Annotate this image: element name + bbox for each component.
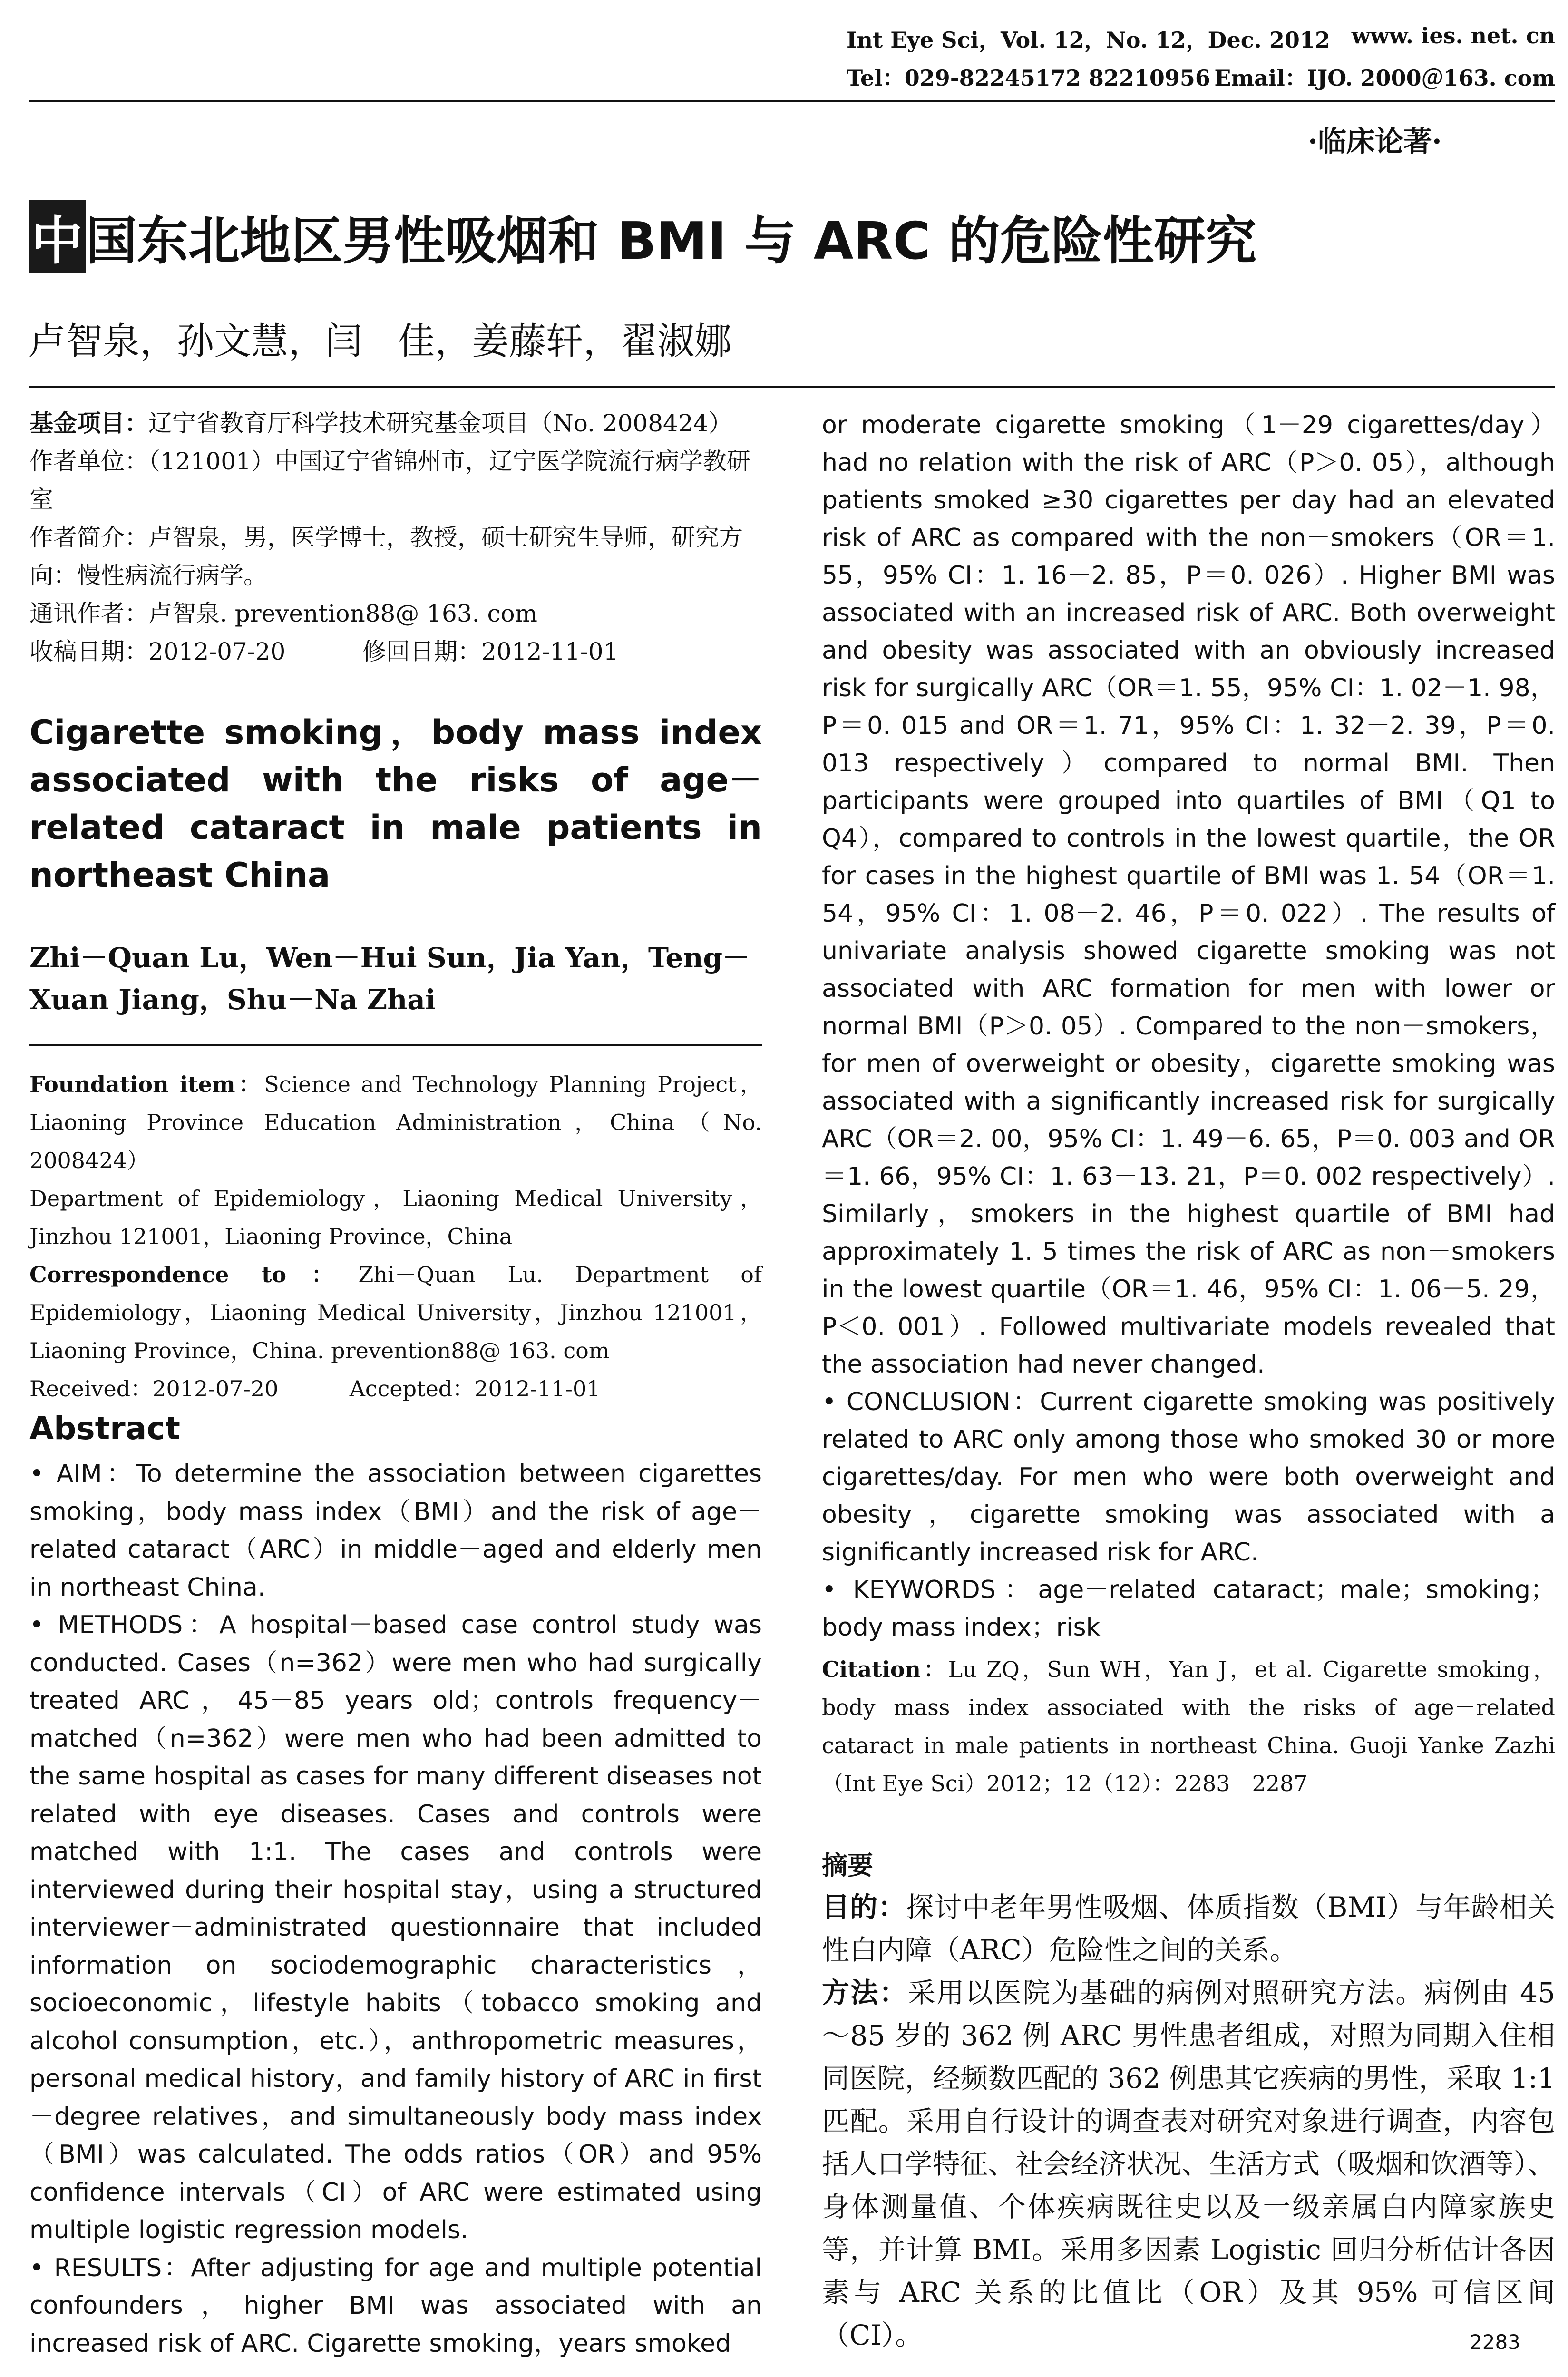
dates-cn <box>29 633 762 671</box>
journal-citation-line: Int Eye Sci，Vol. 12，No. 12，Dec. 2012 <box>847 27 1330 53</box>
bio-cn-text: 卢智泉，男，医学博士，教授，硕士研究生导师，研究方向：慢性病流行病学。 <box>29 524 743 589</box>
received-cn-date: 2012-07-20 <box>148 638 286 665</box>
foundation-cn-text: 辽宁省教育厅科学技术研究基金项目（No. 2008424） <box>148 409 732 437</box>
received-cn-label: 收稿日期： <box>29 638 148 665</box>
abstract-results-continued: or moderate cigarette smoking（1－29 cigarettes/day）had no relation with the risk of ARC（P＞0. 05），although patients smoked ≥30 cigarettes per day had an elevated risk of ARC as compared with the non－smokers（OR＝1. 55，95% CI：1. 16－2. 85，P＝0. 026）. Higher BMI was associated with an increased risk of ARC. Both overweight and obesity was associated with an obviously increased risk for surgically ARC（OR＝1. 55，95% CI：1. 02－1. 98，P＝0. 015 and OR＝1. 71，95% CI：1. 32－2. 39，P＝0. 013 respectively）compared to normal BMI. Then participants were grouped into quartiles of BMI（Q1 to Q4），compared to controls in the lowest quartile，the OR for cases in the highest quartile of BMI was 1. 54（OR＝1. 54，95% CI：1. 08－2. 46，P＝0. 022）. The results of univariate analysis showed cigarette smoking was not associated with ARC formation for men with lower or normal BMI（P＞0. 05）. Compared to the non－smokers，for men of overweight or obesity，cigarette smoking was associated with a significantly increased risk for surgically ARC（OR＝2. 00，95% CI：1. 49－6. 65，P＝0. 003 and OR＝1. 66，95% CI：1. 63－13. 21，P＝0. 002 respectively）. Similarly，smokers in the highest quartile of BMI had approximately 1. 5 times the risk of ARC as non－smokers in the lowest quartile（OR＝1. 46，95% CI：1. 06－5. 29，P＜0. 001）. Followed multivariate models revealed that the association had never changed. <box>822 411 1555 1379</box>
page-title <box>29 200 1256 273</box>
journal-email[interactable]: Email：IJO. 2000＠163. com <box>1214 65 1555 91</box>
article-info-cn <box>29 404 762 671</box>
header-rule <box>29 100 1555 102</box>
affiliation-cn <box>29 442 762 518</box>
conclusion-label: • CONCLUSION： <box>822 1388 1040 1416</box>
section-tag: ·临床论著· <box>1308 125 1442 158</box>
revised-cn-label: 修回日期： <box>362 638 482 665</box>
abstract-heading: Abstract <box>29 1410 180 1447</box>
abstract-aim <box>29 1455 762 1607</box>
affiliation-cn-text: （121001）中国辽宁省锦州市，辽宁医学院流行病学教研室 <box>29 448 750 513</box>
zhaiyao-purpose <box>822 1886 1555 1971</box>
method-label: 方法： <box>822 1977 908 2009</box>
authors-en: Zhi－Quan Lu，Wen－Hui Sun，Jia Yan，Teng－Xuan Jiang，Shu－Na Zhai <box>29 942 750 1016</box>
abstract-right <box>822 407 1555 1646</box>
conclusion-text: Current cigarette smoking was positively related to ARC only among those who smoked 30 or more cigarettes/day. For men who were both overweight and obesity，cigarette smoking was associated with a significantly increased risk for ARC. <box>822 1388 1555 1567</box>
foundation-cn-label: 基金项目： <box>29 409 148 437</box>
foundation-en-text: Science and Technology Planning Project，Liaoning Province Education Administration，China（No. 2008424） <box>29 1072 762 1173</box>
department-en: Department of Epidemiology，Liaoning Medical University，Jinzhou 121001，Liaoning Province，China <box>29 1186 762 1249</box>
corr-cn <box>29 594 762 633</box>
abstract-methods <box>29 1607 762 2250</box>
foundation-en-label: Foundation item： <box>29 1072 264 1097</box>
authors-rule <box>29 1044 762 1046</box>
title-rest: 国东北地区男性吸烟和 BMI 与 ARC 的危险性研究 <box>86 212 1257 271</box>
revised-cn-date: 2012-11-01 <box>481 638 619 665</box>
purpose-label: 目的： <box>822 1891 906 1923</box>
citation <box>822 1650 1555 1802</box>
received-en: Received：2012-07-20 <box>29 1376 279 1402</box>
corr-en-label: Correspondence to： <box>29 1262 359 1287</box>
authors-cn: 卢智泉，孙文慧，闫 佳，姜藤轩，翟淑娜 <box>29 320 732 363</box>
corr-en <box>29 1256 762 1370</box>
method-text: 采用以医院为基础的病例对照研究方法。病例由 45～85 岁的 362 例 ARC 男性患者组成，对照为同期入住相同医院，经频数匹配的 362 例患其它疾病的男性，采取 1:1 匹配。采用自行设计的调查表对研究对象进行调查，内容包括人口学特征、社会经济状况、生活方式（吸烟和饮酒等）、身体测量值、个体疾病既往史以及一级亲属白内障家族史等，并计算 BMI。采用多因素 Logistic 回归分析估计各因素与 ARC 关系的比值比（OR）及其 95% 可信区间（CI）。 <box>822 1977 1555 2351</box>
abstract-conclusion <box>822 1383 1555 1571</box>
results-text-left: After adjusting for age and multiple potential confounders，higher BMI was associated with an increased risk of ARC. Cigarette smoking，years smoked <box>29 2253 762 2358</box>
dates-en <box>29 1370 762 1408</box>
bio-cn <box>29 518 762 594</box>
corr-en-text[interactable]: Zhi－Quan Lu. Department of Epidemiology，Liaoning Medical University，Jinzhou 121001，Liaoning Province，China. prevention88@ 163. com <box>29 1262 762 1364</box>
methods-label: • METHODS： <box>29 1611 220 1639</box>
zhaiyao-body <box>822 1886 1555 2357</box>
corr-cn-text[interactable]: 卢智泉. prevention88@ 163. com <box>148 600 537 627</box>
zhaiyao-heading: 摘要 <box>822 1850 873 1880</box>
results-label: • RESULTS： <box>29 2253 191 2282</box>
zhaiyao-method <box>822 1971 1555 2357</box>
methods-text: A hospital－based case control study was conducted. Cases（n=362）were men who had surgically treated ARC，45－85 years old；controls frequency－matched（n=362）were men who had been admitted to the same hospital as cases for many different diseases not related with eye diseases. Cases and controls were matched with 1:1. The cases and controls were interviewed during their hospital stay，using a structured interviewer－administrated questionnaire that included information on sociodemographic characteristics，socioeconomic，lifestyle habits（tobacco smoking and alcohol consumption，etc.），anthropometric measures，personal medical history，and family history of ARC in first－degree relatives，and simultaneously body mass index（BMI）was calculated. The odds ratios（OR）and 95% confidence intervals（CI）of ARC were estimated using multiple logistic regression models. <box>29 1611 762 2244</box>
title-rule <box>29 386 1555 388</box>
journal-contact-line <box>847 61 1555 92</box>
title-en: Cigarette smoking，body mass index associated with the risks of age－related cataract in male patients in northeast China <box>29 713 762 895</box>
citation-label: Citation： <box>822 1656 948 1682</box>
citation-text: Lu ZQ，Sun WH，Yan J，et al. Cigarette smoking，body mass index associated with the risks of age－related cataract in male patients in northeast China. Guoji Yanke Zazhi（Int Eye Sci）2012；12（12）：2283－2287 <box>822 1656 1555 1796</box>
page-number: 2283 <box>1470 2330 1520 2354</box>
affiliation-cn-label: 作者单位： <box>29 448 148 475</box>
abstract-results-start <box>29 2250 762 2363</box>
foundation-en <box>29 1065 762 1179</box>
abstract-keywords <box>822 1571 1555 1646</box>
journal-tel: Tel：029-82245172 82210956 <box>847 65 1210 91</box>
foundation-cn <box>29 404 762 442</box>
keywords-label: • KEYWORDS： <box>822 1576 1038 1604</box>
accepted-en: Accepted：2012-11-01 <box>349 1376 601 1402</box>
purpose-text: 探讨中老年男性吸烟、体质指数（BMI）与年龄相关性白内障（ARC）危险性之间的关系。 <box>822 1891 1555 1966</box>
article-info-en <box>29 1065 762 1408</box>
journal-header-line <box>847 23 1555 54</box>
keywords-text: age－related cataract；male；smoking；body mass index；risk <box>822 1576 1555 1642</box>
title-first-char: 中 <box>29 200 86 273</box>
bio-cn-label: 作者简介： <box>29 524 148 551</box>
aim-text: To determine the association between cigarettes smoking，body mass index（BMI）and the risk of age－related cataract（ARC）in middle－aged and elderly men in northeast China. <box>29 1460 762 1602</box>
journal-website[interactable]: www. ies. net. cn <box>1351 23 1555 49</box>
aim-label: • AIM： <box>29 1460 136 1488</box>
abstract-left <box>29 1455 762 2363</box>
corr-cn-label: 通讯作者： <box>29 600 148 627</box>
